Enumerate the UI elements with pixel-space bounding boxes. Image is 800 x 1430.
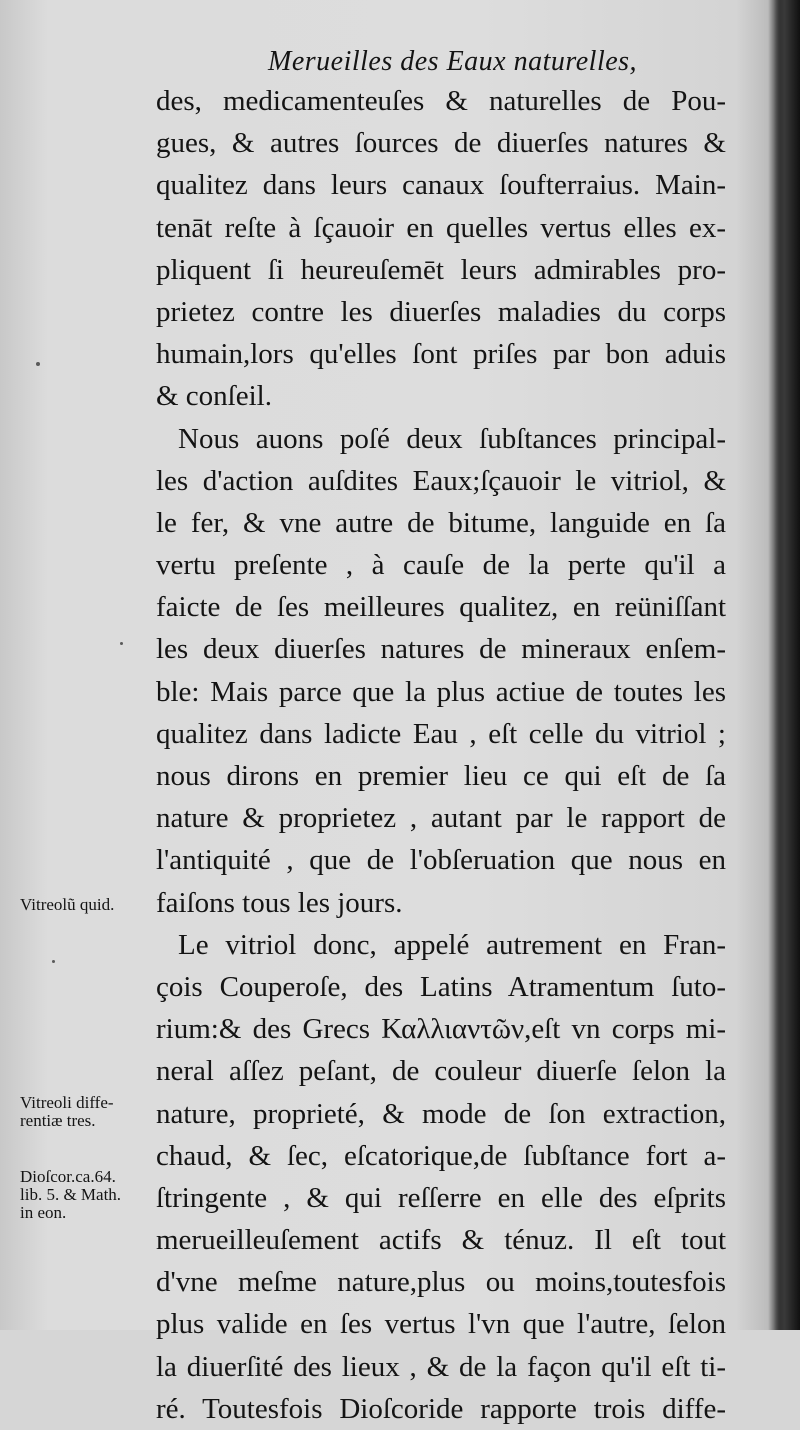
margin-note-dioscorides-reference: [20, 1168, 121, 1222]
text-line: la diuerſité des lieux , & de la façon qu'il eſt ti-: [156, 1350, 726, 1383]
text-line: rium:& des Grecs Καλλιαντῶν,eſt vn corps mi-: [156, 1013, 726, 1046]
text-line: ſtringente , & qui reſſerre en elle des eſprits: [156, 1181, 726, 1214]
margin-note-line: lib. 5. & Math.: [20, 1185, 122, 1204]
page-gutter-shadow: [774, 0, 800, 1330]
margin-note-line: Vitreoli diffe-: [20, 1093, 114, 1112]
text-line: & conſeil.: [156, 380, 272, 413]
body-text: [156, 80, 726, 1430]
margin-note-line: rentiæ tres.: [20, 1111, 96, 1130]
text-line: d'vne meſme nature,plus ou moins,toutesfois: [156, 1266, 726, 1299]
margin-note-vitriol-differences: [20, 1094, 114, 1130]
text-line: Le vitriol donc, appelé autrement en Fran-: [178, 928, 726, 961]
text-line: çois Couperoſe, des Latins Atramentum ſuto-: [156, 970, 726, 1003]
text-line: pliquent ſi heureuſemēt leurs admirables pro-: [156, 253, 726, 286]
text-line: humain,lors qu'elles ſont priſes par bon aduis: [156, 338, 726, 371]
text-line: plus valide en ſes vertus l'vn que l'autre, ſelon: [156, 1308, 726, 1341]
text-line: faiſons tous les jours.: [156, 886, 403, 919]
text-line: les deux diuerſes natures de mineraux enſem-: [156, 633, 726, 666]
text-line: l'antiquité , que de l'obſeruation que nous en: [156, 844, 726, 877]
text-line: tenāt reſte à ſçauoir en quelles vertus elles ex-: [156, 211, 726, 244]
text-line: ré. Toutesfois Dioſcoride rapporte trois diffe-: [156, 1392, 726, 1425]
text-line: qualitez dans ladicte Eau , eſt celle du vitriol ;: [156, 717, 726, 750]
ink-speck: [120, 642, 123, 645]
text-line: nature, proprieté, & mode de ſon extraction,: [156, 1097, 726, 1130]
text-line: Nous auons poſé deux ſubſtances principal-: [178, 422, 726, 455]
text-line: gues, & autres ſources de diuerſes natures &: [156, 127, 726, 160]
text-line: qualitez dans leurs canaux ſoufterraius. Main-: [156, 169, 726, 202]
text-line: des, medicamenteuſes & naturelles de Pou-: [156, 85, 726, 117]
text-line: vertu preſente , à cauſe de la perte qu'il a: [156, 549, 726, 582]
running-head: Merueilles des Eaux naturelles,: [268, 46, 638, 77]
text-line: faicte de ſes meilleures qualitez, en reüniſſant: [156, 591, 726, 624]
ink-speck: [36, 362, 40, 366]
text-line: chaud, & ſec, eſcatorique,de ſubſtance fort a-: [156, 1139, 726, 1172]
text-line: ble: Mais parce que la plus actiue de toutes les: [156, 675, 726, 708]
margin-note-line: Vitreolũ quid.: [20, 895, 115, 914]
text-line: prietez contre les diuerſes maladies du corps: [156, 295, 726, 328]
text-line: nous dirons en premier lieu ce qui eſt de ſa: [156, 760, 726, 792]
text-line: nature & proprietez , autant par le rapport de: [156, 802, 726, 835]
margin-note-line: in eon.: [20, 1203, 67, 1222]
ink-speck: [52, 960, 55, 963]
margin-note-vitriol-definition: [20, 896, 114, 914]
text-line: les d'action auſdites Eaux;ſçauoir le vitriol, &: [156, 464, 726, 497]
text-line: le fer, & vne autre de bitume, languide en ſa: [156, 506, 726, 539]
text-line: merueilleuſement actifs & ténuz. Il eſt tout: [156, 1224, 726, 1257]
text-line: neral aſſez peſant, de couleur diuerſe ſelon la: [156, 1055, 726, 1088]
margin-note-line: Dioſcor.ca.64.: [20, 1167, 116, 1186]
